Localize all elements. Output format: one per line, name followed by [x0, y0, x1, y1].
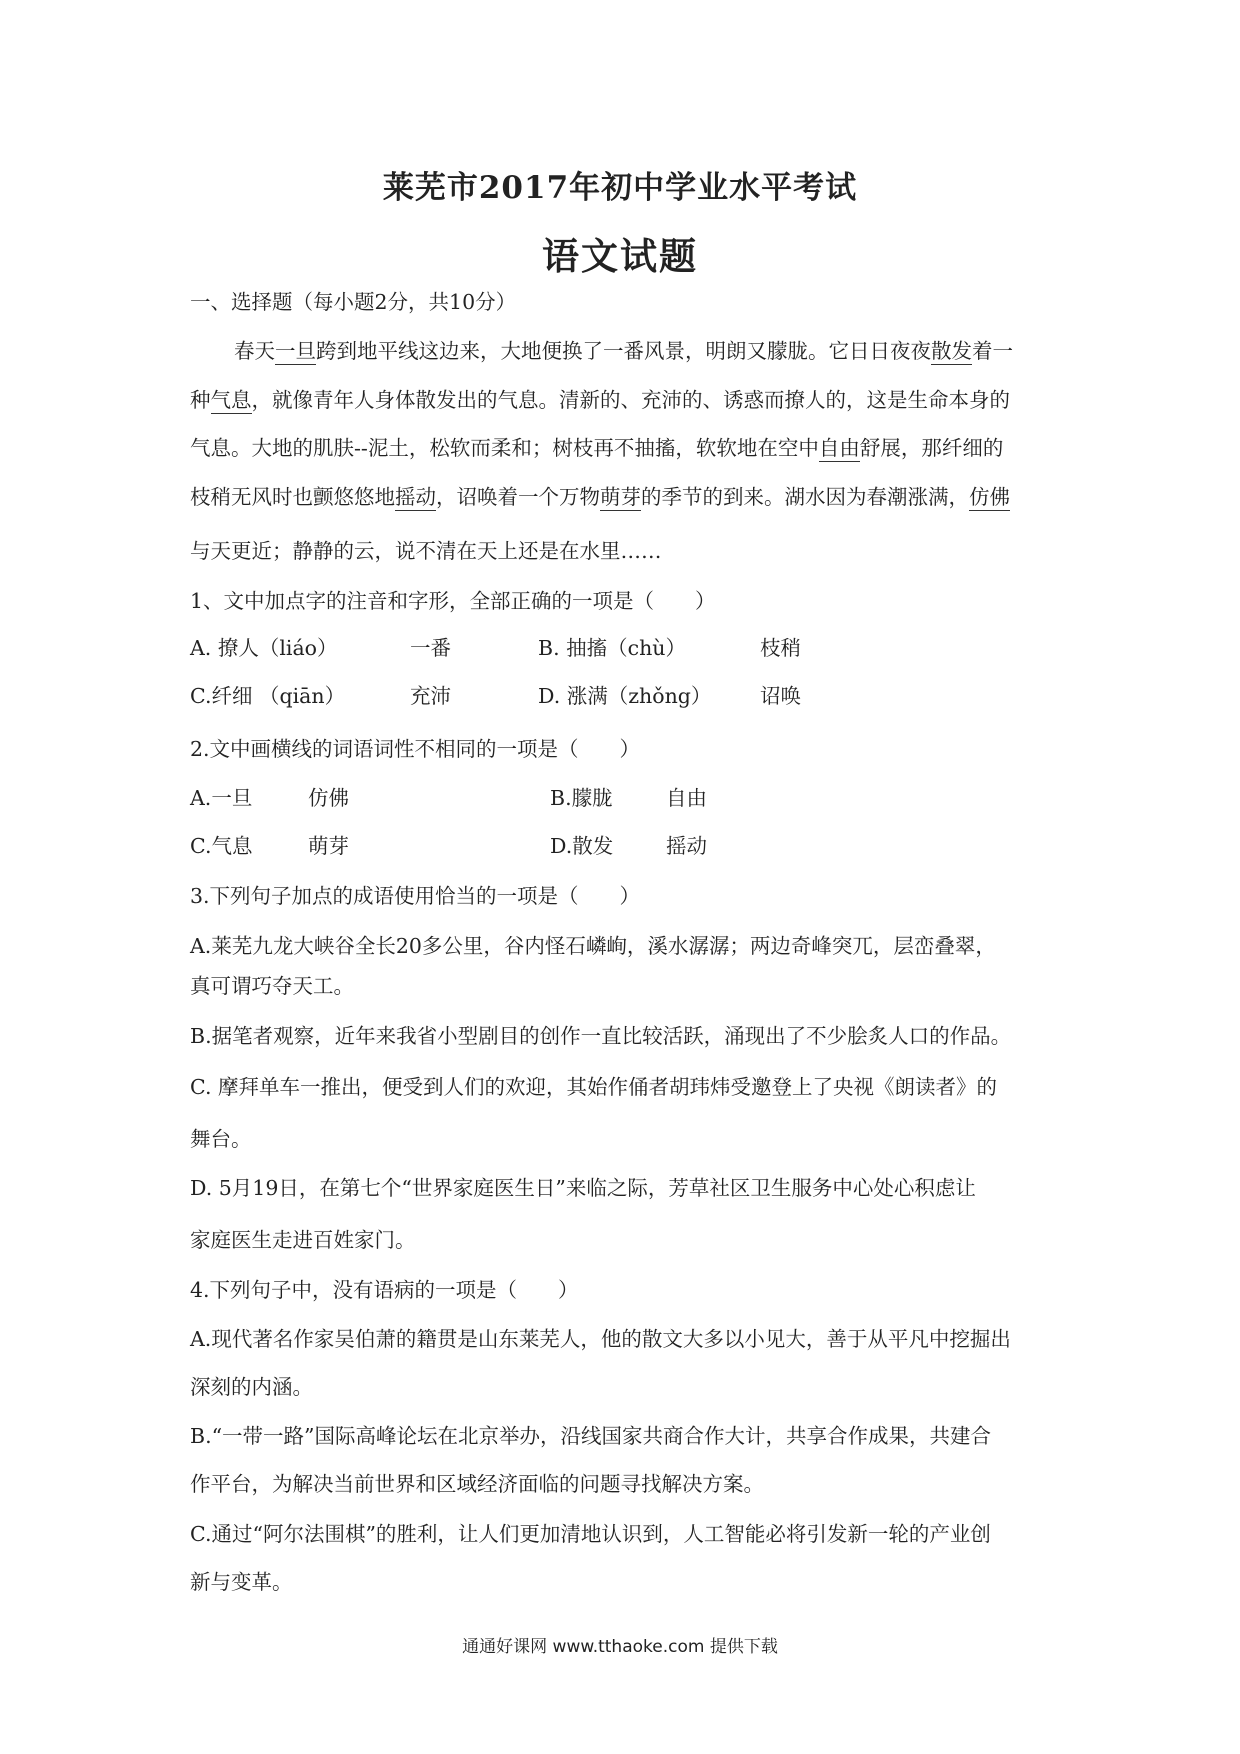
passage-line-4: 枝稍无风时也颤悠悠地摇动，诏唤着一个万物萌芽的季节的到来。湖水因为春潮涨满，仿佛	[190, 485, 1010, 509]
q2-option-a-word: 仿佛	[308, 786, 349, 810]
q1-option-b: B. 抽搐（chù）	[538, 636, 686, 660]
q1-option-b-word: 枝稍	[760, 636, 801, 660]
question-3-stem: 3.下列句子加点的成语使用恰当的一项是（ ）	[190, 884, 641, 908]
q2-option-b: B.朦胧	[550, 786, 613, 810]
q1-option-a: A. 撩人（liáo）	[190, 636, 338, 660]
passage-line-2: 种气息，就像青年人身体散发出的气息。清新的、充沛的、诱惑而撩人的，这是生命本身的	[190, 388, 1010, 412]
q1-option-a-word: 一番	[410, 636, 451, 660]
q1-option-d: D. 涨满（zhǒng）	[538, 684, 712, 708]
underlined-word: 气息	[210, 388, 252, 412]
q3-option-c-line-2: 舞台。	[190, 1127, 252, 1151]
q2-option-a: A.一旦	[190, 786, 253, 810]
q4-option-c-line-1: C.通过“阿尔法围棋”的胜利，让人们更加清地认识到，人工智能必将引发新一轮的产业创	[190, 1522, 991, 1546]
underlined-word: 自由	[818, 436, 860, 460]
q2-option-c: C.气息	[190, 834, 253, 858]
q1-option-c-word: 充沛	[410, 684, 451, 708]
q3-option-d-line-1: D. 5月19日，在第七个“世界家庭医生日”来临之际，芳草社区卫生服务中心处心积虑让	[190, 1176, 976, 1200]
question-1-stem: 1、文中加点字的注音和字形，全部正确的一项是（ ）	[190, 589, 716, 613]
underlined-word: 仿佛	[969, 485, 1010, 509]
question-2-stem: 2.文中画横线的词语词性不相同的一项是（ ）	[190, 737, 641, 761]
q1-option-c: C.纤细 （qiān）	[190, 684, 346, 708]
q4-option-b-line-1: B.“一带一路”国际高峰论坛在北京举办，沿线国家共商合作大计，共享合作成果，共建合	[190, 1424, 992, 1448]
q4-option-c-line-2: 新与变革。	[190, 1570, 293, 1594]
underlined-word: 散发	[931, 339, 972, 363]
q3-option-b: B.据笔者观察，近年来我省小型剧目的创作一直比较活跃，涌现出了不少脍炙人口的作品。	[190, 1024, 1012, 1048]
q3-option-a-line-2: 真可谓巧夺天工。	[190, 974, 354, 998]
exam-subtitle: 语文试题	[542, 234, 698, 278]
q3-option-d-line-2: 家庭医生走进百姓家门。	[190, 1228, 416, 1252]
q3-option-a-line-1: A.莱芜九龙大峡谷全长20多公里，谷内怪石嶙峋，溪水潺潺；两边奇峰突兀，层峦叠翠，	[190, 934, 996, 958]
q4-option-b-line-2: 作平台，为解决当前世界和区域经济面临的问题寻找解决方案。	[190, 1472, 764, 1496]
question-4-stem: 4.下列句子中，没有语病的一项是（ ）	[190, 1278, 579, 1302]
underlined-word: 摇动	[395, 485, 436, 509]
q2-option-c-word: 萌芽	[308, 834, 349, 858]
q1-option-d-word: 诏唤	[760, 684, 801, 708]
passage-line-5: 与天更近；静静的云，说不清在天上还是在水里……	[190, 539, 662, 563]
q4-option-a-line-2: 深刻的内涵。	[190, 1375, 313, 1399]
page-footer: 通通好课网 www.tthaoke.com 提供下载	[462, 1637, 778, 1657]
passage-line-3: 气息。大地的肌肤--泥土，松软而柔和；树枝再不抽搐，软软地在空中自由舒展，那纤细的	[190, 436, 1004, 460]
q2-option-b-word: 自由	[666, 786, 707, 810]
q3-option-c-line-1: C. 摩拜单车一推出，便受到人们的欢迎，其始作俑者胡玮炜受邀登上了央视《朗读者》的	[190, 1075, 997, 1099]
underlined-word: 一旦	[275, 339, 316, 363]
underlined-word: 萌芽	[600, 485, 641, 509]
q2-option-d: D.散发	[550, 834, 614, 858]
q4-option-a-line-1: A.现代著名作家吴伯萧的籍贯是山东莱芜人，他的散文大多以小见大，善于从平凡中挖掘出	[190, 1327, 1011, 1351]
exam-title: 莱芜市2017年初中学业水平考试	[382, 170, 858, 206]
passage-line-1: 春天一旦跨到地平线这边来，大地便换了一番风景，明朗又朦胧。它日日夜夜散发着一	[234, 339, 1013, 363]
section-heading: 一、选择题（每小题2分，共10分）	[190, 290, 517, 314]
q2-option-d-word: 摇动	[666, 834, 707, 858]
